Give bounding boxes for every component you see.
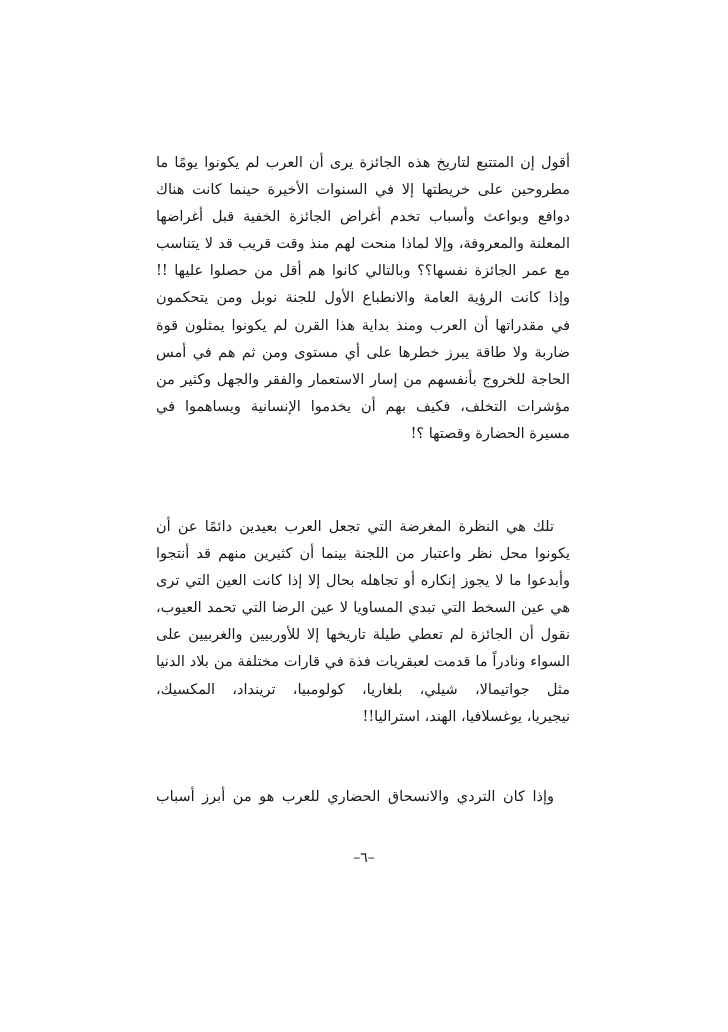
text-line: هي عين السخط التي تبدي المساويا لا عين الرضا التي تحمد العيوب، <box>156 600 570 617</box>
text-line: وإذا كانت الرؤية العامة والانطباع الأول للجنة نوبل ومن يتحكمون <box>156 290 570 307</box>
text-line: نيجيريا، يوغسلافيا، الهند، استراليا!! <box>362 708 570 725</box>
text-line: وإذا كان التردي والانسحاق الحضاري للعرب هو من أبرز أسباب <box>156 789 554 805</box>
paragraph <box>156 784 570 811</box>
text-line: الحاجة للخروج بأنفسهم من إسار الاستعمار والفقر والجهل وكثير من <box>156 371 570 388</box>
text-line: مسيرة الحضارة وقصتها ؟! <box>410 425 570 442</box>
text-line: مثل جواتيمالا، شيلي، بلغاريا، كولومبيا، ترينداد، المكسيك، <box>156 681 570 698</box>
text-line: وأبدعوا ما لا يجوز إنكاره أو تجاهله بحال إلا إذا كانت العين التي ترى <box>156 573 570 590</box>
paragraph <box>156 150 570 448</box>
text-line: أقول إن المتتبع لتاريخ هذه الجائزة يرى أن العرب لم يكونوا يومًا ما <box>156 155 570 171</box>
text-line: تلك هي النظرة المغرضة التي تجعل العرب بعيدين دائمًا عن أن <box>156 519 554 535</box>
text-line: في مقدراتها أن العرب ومنذ بداية هذا القرن لم يكونوا يمثلون قوة <box>156 317 570 334</box>
text-line: نقول أن الجائزة لم تعطي طيلة تاريخها إلا للأوربيين والغربيين على <box>156 627 570 644</box>
text-line: يكونوا محل نظر واعتبار من اللجنة بينما أن كثيرين منهم قد أنتجوا <box>156 546 570 563</box>
text-line: ضاربة ولا طاقة يبرز خطرها على أي مستوى ومن ثم هم في أمس <box>156 344 570 361</box>
text-line: السواء ونادراً ما قدمت لعبقريات فذة في قارات مختلفة من بلاد الدنيا <box>156 654 570 671</box>
page-number: –٦– <box>353 850 375 866</box>
text-line: مطروحين على خريطتها إلا في السنوات الأخيرة حينما كانت هناك <box>156 182 570 199</box>
text-line: مع عمر الجائزة نفسها؟؟ وبالتالي كانوا هم أقل من حصلوا عليها !! <box>156 263 571 280</box>
paragraph <box>156 514 570 731</box>
text-line: المعلنة والمعروفة، وإلا لماذا منحت لهم منذ وقت قريب قد لا يتناسب <box>156 236 570 253</box>
text-line: مؤشرات التخلف، فكيف بهم أن يخدموا الإنسانية ويساهموا في <box>156 398 570 415</box>
text-line: دوافع وبواعث وأسباب تخدم أغراض الجائزة الخفية قبل أغراضها <box>156 209 570 226</box>
